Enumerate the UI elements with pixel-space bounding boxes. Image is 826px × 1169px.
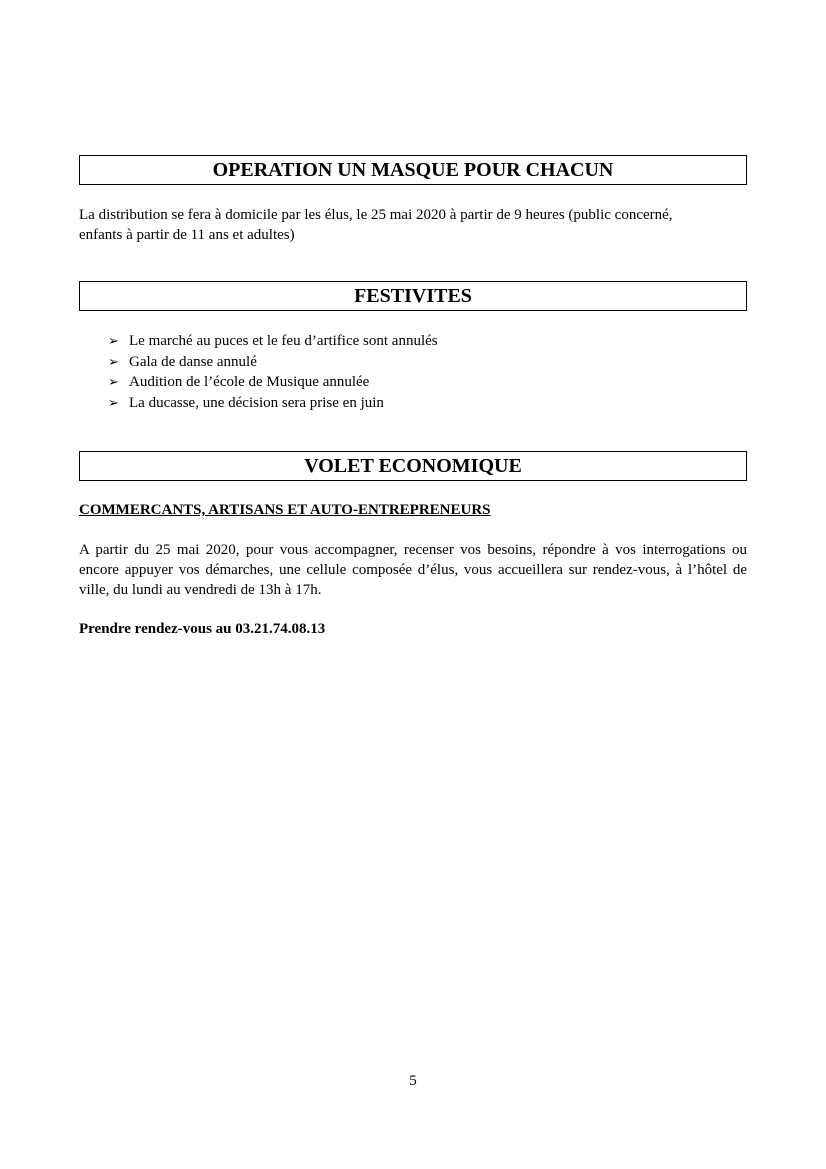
arrowhead-bullet-icon: ➢ (108, 374, 119, 390)
list-item (108, 372, 438, 393)
section-title-festivites: FESTIVITES (79, 281, 747, 311)
list-item (108, 393, 438, 414)
contact-line: Prendre rendez-vous au 03.21.74.08.13 (79, 621, 326, 637)
masque-paragraph (79, 205, 747, 245)
section-title-masque: OPERATION UN MASQUE POUR CHACUN (79, 155, 747, 185)
economique-paragraph: A partir du 25 mai 2020, pour vous accompagner, recenser vos besoins, répondre à vos interrogations ou encore appuyer vos démarches, une cellule composée d’élus, vous accueillera sur rendez-vous, à l’hôtel de ville, du lundi au vendredi de 13h à 17h. (79, 542, 747, 598)
list-item-text: Gala de danse annulé (129, 353, 257, 370)
list-item-text: Audition de l’école de Musique annulée (129, 374, 370, 391)
list-item (108, 331, 438, 352)
page-number: 5 (409, 1073, 417, 1089)
arrowhead-bullet-icon: ➢ (108, 333, 119, 348)
masque-text-line-2: enfants à partir de 11 ans et adultes) (79, 227, 295, 243)
economique-subheading: COMMERCANTS, ARTISANS ET AUTO-ENTREPRENEURS (79, 502, 491, 518)
festivites-list (108, 331, 438, 414)
section-title-economique: VOLET ECONOMIQUE (79, 451, 747, 481)
list-item-text: Le marché au puces et le feu d’artifice sont annulés (129, 333, 438, 349)
list-item-text: La ducasse, une décision sera prise en juin (129, 395, 384, 412)
arrowhead-bullet-icon: ➢ (108, 353, 119, 369)
list-item (108, 352, 438, 373)
masque-text-line-1: La distribution se fera à domicile par les élus, le 25 mai 2020 à partir de 9 heures (public concerné, (79, 207, 673, 223)
arrowhead-bullet-icon: ➢ (108, 395, 119, 411)
